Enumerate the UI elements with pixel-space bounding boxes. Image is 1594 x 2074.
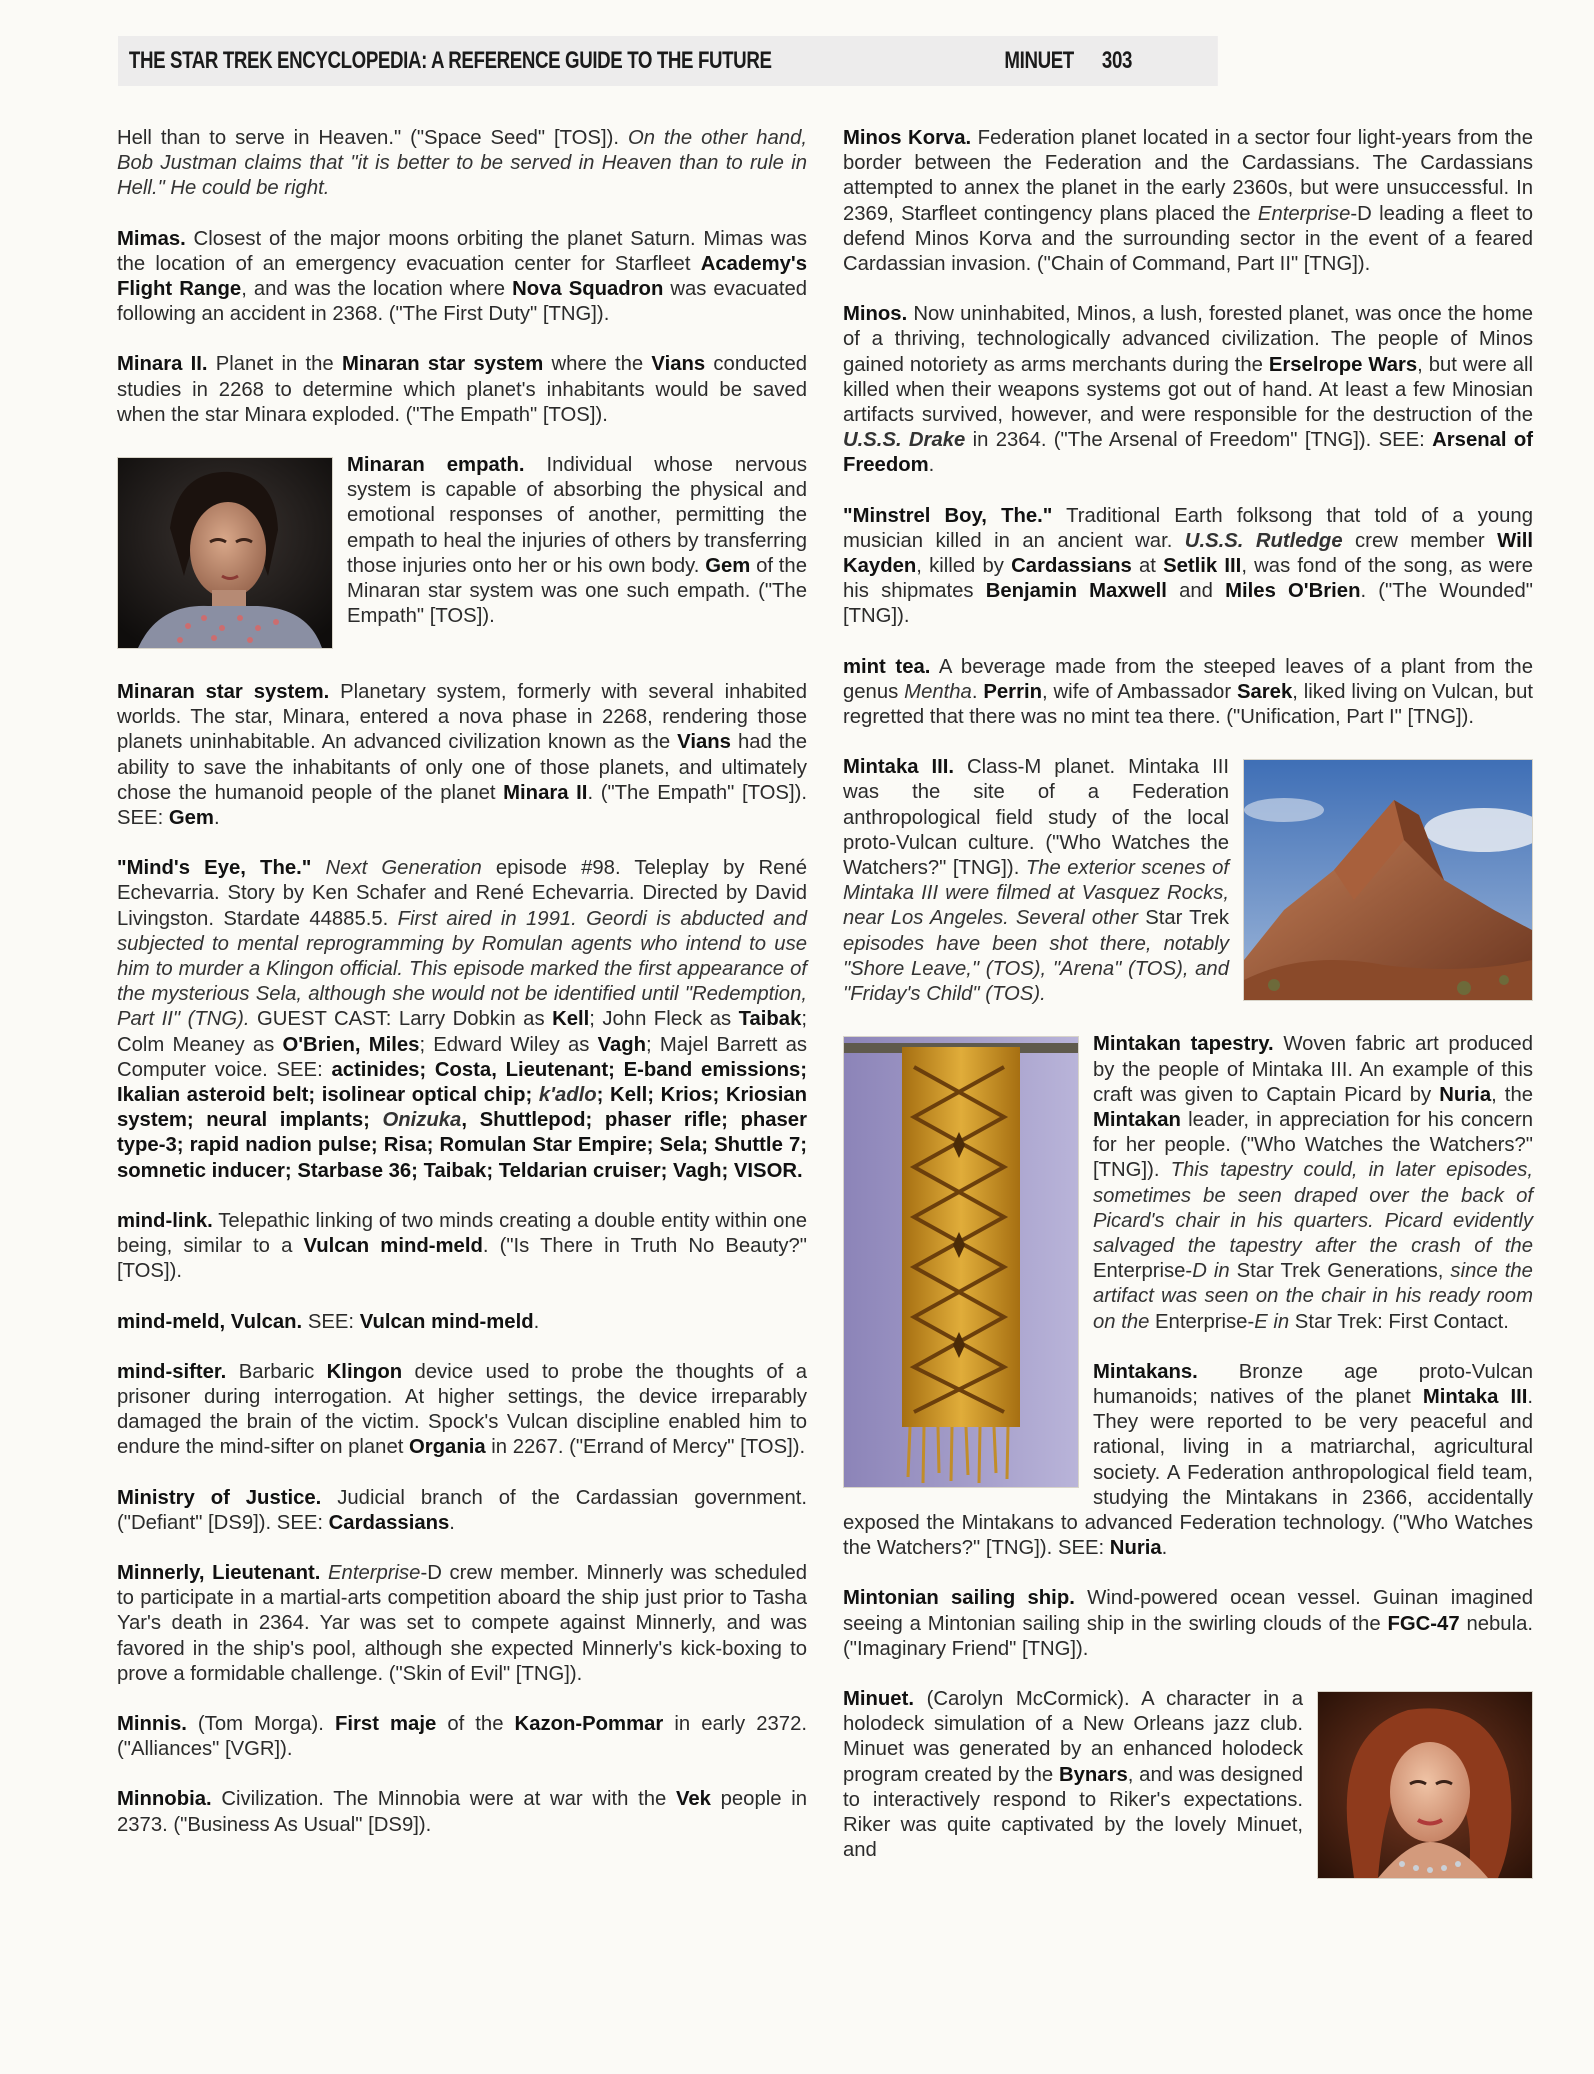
cross-reference: Arsenal of Freedom	[843, 429, 1533, 477]
entry-text: ; Colm Meaney as	[117, 1008, 807, 1056]
entry-text: Star Trek: First Contact.	[1289, 1310, 1509, 1333]
cross-reference: Nuria	[1109, 1537, 1162, 1560]
entry-headword: Minos.	[843, 303, 908, 326]
entry-text: Class-M planet. Mintaka III was the site of a Federation anthropological field study of the local proto-Vulcan culture. ("Who Watches the Watchers?" [TNG]).	[843, 756, 1230, 880]
cross-reference: Miles O'Brien	[1225, 580, 1361, 603]
entry-text: , liked living on Vulcan, but regretted that there was no mint tea there. ("Unification, Part I" [TNG]).	[843, 680, 1533, 729]
cross-reference: Cardassians	[1011, 555, 1132, 578]
entry-note: since the artifact was seen on the chair in his ready room on the	[1093, 1260, 1533, 1333]
entry-headword: mint tea.	[843, 655, 931, 678]
entry-text: had the ability to save the inhabitants of only one of those planets, and ultimately chose the humanoid people of the planet	[117, 731, 807, 804]
entry-text: -D leading a fleet to defend Minos Korva and the surrounding sector in the event of a feared Cardassian invasion. ("Chain of Command, Part II" [TNG]).	[843, 202, 1533, 276]
cross-reference: Cardassians	[328, 1511, 450, 1534]
entry-headword: "Mind's Eye, The."	[117, 857, 312, 880]
entry-text: of the	[436, 1712, 515, 1735]
entry-text: ; Edward Wiley as	[419, 1033, 598, 1056]
entry-minnerly	[117, 1561, 807, 1687]
entry-text: (Tom Morga).	[186, 1712, 335, 1735]
minuet-photo	[1317, 1691, 1533, 1879]
entry-mimas	[117, 227, 807, 328]
entry-text: crew member	[1342, 529, 1498, 552]
entry-headword: Mintaka III.	[843, 756, 955, 779]
entry-headword: Mintonian sailing ship.	[843, 1587, 1075, 1610]
entry-text: Planet in the	[207, 353, 342, 376]
mintakan-tapestry-photo	[843, 1036, 1079, 1488]
cross-reference: Klingon	[326, 1360, 403, 1383]
entry-minaran-empath	[117, 453, 807, 655]
entry-headword: Minuet.	[843, 1687, 914, 1710]
entry-text: Civilization. The Minnobia were at war with the	[211, 1788, 676, 1811]
entry-headword: Ministry of Justice.	[117, 1486, 322, 1509]
entry-minos-korva	[843, 126, 1533, 277]
entry-text: , but were all killed when their weapons systems got out of hand. At least a few Minosian artifacts survived, however, and were responsible for the destruction of the	[843, 353, 1533, 427]
entry-text: Hell than to serve in Heaven." ("Space Seed" [TOS]).	[117, 127, 628, 149]
entry-note: E in	[1254, 1310, 1290, 1333]
cross-reference: Kazon-Pommar	[514, 1712, 664, 1735]
entry-text: in 2364. ("The Arsenal of Freedom" [TNG]). SEE:	[965, 429, 1433, 452]
entry-text: -D crew member. Minnerly was scheduled to participate in a martial-arts competition aboard the ship just prior to Tasha Yar's death in 2364. Yar was set to compete against Minnerly, and was favored in the ship's pool, although she expected Minnerly's kick-boxing to prove a formidable challenge. ("Skin of Evil" [TNG]).	[117, 1561, 808, 1685]
entry-text: , wife of Ambassador	[1042, 680, 1237, 703]
entry-text: in 2267. ("Errand of Mercy" [TOS]).	[485, 1436, 806, 1459]
cross-reference: Sarek	[1236, 680, 1293, 703]
vasquez-rocks-photo	[1243, 759, 1533, 1001]
entry-mintaka-iii	[843, 755, 1533, 1007]
cross-reference: Kell	[552, 1008, 590, 1031]
entry-text: Federation planet located in a sector four light-years from the border between the Federation and the Cardassians. The Cardassians attempted to annex the planet in the early 2360s, but were unsuccessful. In 2369, Starfleet contingency plans placed the	[843, 127, 1533, 225]
entry-note: First aired in 1991. Geordi is abducted and subjected to mental reprogramming by Romulan agents who intend to use him to murder a Klingon official. This episode marked the first appearance of the mysterious Sela, although she would not be identified until "Redemption, Part II" (TNG).	[117, 907, 807, 1031]
entry-text: .	[449, 1511, 455, 1534]
entry-text: in early 2372. ("Alliances" [VGR]).	[117, 1712, 807, 1761]
cross-reference: Vulcan mind-meld	[359, 1310, 534, 1333]
entry-minds-eye	[117, 856, 807, 1184]
entry-text: . ("Is There in Truth No Beauty?" [TOS]).	[117, 1235, 807, 1283]
entry-headword: mind-meld, Vulcan.	[117, 1310, 303, 1333]
cross-reference: Minara II	[503, 781, 588, 804]
entry-text: Barbaric	[226, 1360, 327, 1383]
page-header	[118, 36, 1218, 86]
entry-headword: Minnerly, Lieutenant.	[117, 1561, 321, 1584]
cross-reference: First maje	[335, 1712, 437, 1735]
entry-minnobia	[117, 1787, 807, 1837]
cross-reference: Erselrope Wars	[1268, 353, 1418, 376]
cross-reference: , Shuttlepod; phaser rifle; phaser type-3; rapid nadion pulse; Risa; Romulan Star Empire; Sela; Shuttle 7; somnetic inducer; Starbase 36; Taibak; Teldarian cruiser; Vagh; VISOR.	[117, 1109, 807, 1182]
entry-mintakan-tapestry	[843, 1032, 1533, 1561]
cross-reference: k'adlo	[532, 1084, 597, 1107]
entry-text: Woven fabric art produced by the people of Mintaka III. An example of this craft was given to Captain Picard by	[1093, 1033, 1533, 1106]
entry-mintonian-sailing-ship	[843, 1586, 1533, 1662]
entry-text: and	[1166, 580, 1226, 603]
entry-note: On the other hand, Bob Justman claims that "it is better to be served in Heaven than to rule in Hell." He could be right.	[117, 127, 807, 200]
page-number: 303	[1101, 47, 1132, 74]
entry-text: where the	[543, 353, 652, 376]
entry-headword: Minos Korva.	[843, 127, 972, 149]
entry-text: Enterprise-	[1093, 1260, 1193, 1283]
entry-headword: Minaran star system.	[117, 681, 330, 704]
cross-reference: Taibak	[738, 1008, 802, 1031]
entry-text: , and was designed to interactively respond to Riker's expectations. Riker was quite captivated by the lovely Minuet, and	[843, 1763, 1303, 1862]
entry-minos	[843, 302, 1533, 478]
entry-note: This tapestry could, in later episodes, sometimes be seen draped over the back of Picard's chair in his quarters. Picard evidently salvaged the tapestry after the crash of the	[1093, 1159, 1533, 1257]
left-column	[117, 126, 807, 1863]
entry-text: Traditional Earth folksong that told of a young musician killed in an ancient war.	[843, 504, 1533, 552]
cross-reference: Setlik III	[1163, 555, 1242, 578]
entry-text: , killed by	[916, 555, 1012, 578]
entry-text: nebula. ("Imaginary Friend" [TNG]).	[843, 1612, 1533, 1660]
entry-note: Enterprise	[1257, 202, 1351, 225]
entry-text: Judicial branch of the Cardassian government. ("Defiant" [DS9]). SEE:	[117, 1486, 808, 1534]
right-column	[843, 126, 1533, 1888]
cross-reference: U.S.S. Rutledge	[1184, 529, 1343, 552]
entry-headword: Mintakans.	[1093, 1360, 1198, 1383]
entry-text: episode #98. Teleplay by René Echevarria. Story by Ken Schafer and René Echevarria. Directed by David Livingston. Stardate 44885.5.	[117, 857, 808, 930]
entry-minaran-star-system	[117, 680, 807, 831]
cross-reference: Vulcan mind-meld	[303, 1235, 483, 1258]
cross-reference: Vians	[651, 353, 706, 376]
cross-reference: Onizuka	[369, 1109, 462, 1132]
entry-headword: mind-sifter.	[117, 1360, 227, 1383]
entry-mind-link	[117, 1209, 807, 1285]
entry-text: SEE:	[302, 1310, 360, 1333]
entry-note: Next Generation	[311, 857, 482, 880]
entry-text: conducted studies in 2268 to determine which planet's inhabitants would be saved when the star Minara exploded. ("The Empath" [TOS]).	[117, 353, 807, 426]
entry-text: GUEST CAST: Larry Dobkin as	[249, 1008, 553, 1031]
cross-reference: Nova Squadron	[512, 278, 664, 301]
entry-ministry-of-justice	[117, 1486, 807, 1536]
entry-text: . ("The Wounded" [TNG]).	[843, 580, 1533, 628]
entry-text: , and was the location where	[241, 278, 513, 301]
cross-reference: Benjamin Maxwell	[985, 580, 1167, 603]
entry-note: Mentha	[904, 680, 972, 703]
cross-reference: Perrin	[983, 680, 1042, 703]
entry-headword: Minara II.	[117, 353, 208, 376]
entry-text: Closest of the major moons orbiting the planet Saturn. Mimas was the location of an emergency evacuation center for Starfleet	[117, 227, 807, 275]
entry-text: .	[213, 807, 220, 830]
entry-text: Star Trek Generations,	[1229, 1260, 1451, 1283]
entry-text: device used to probe the thoughts of a prisoner during interrogation. At higher settings, the device irreparably damaged the brain of the victim. Spock's Vulcan discipline enabled him to endure the mind-sifter on planet	[117, 1360, 807, 1459]
entry-text: ; Majel Barrett as Computer voice. SEE:	[117, 1033, 807, 1081]
cross-reference: O'Brien, Miles	[282, 1033, 420, 1056]
entry-text: . ("The Empath" [TOS]). SEE:	[117, 781, 807, 830]
cross-reference: Will Kayden	[843, 529, 1533, 578]
cross-reference: ; Kell; Krios; Kriosian system; neural implants;	[117, 1084, 807, 1132]
cross-reference: Academy's Flight Range	[117, 252, 807, 301]
cross-reference: Mintakan	[1093, 1108, 1181, 1131]
cross-reference: Gem	[168, 807, 214, 830]
entry-text: , was fond of the song, as were his shipmates	[843, 555, 1533, 603]
entry-text: Enterprise-	[1149, 1310, 1255, 1333]
entry-text: ; John Fleck as	[589, 1008, 739, 1031]
cross-reference: Vek	[675, 1788, 711, 1811]
cross-reference: FGC-47	[1387, 1612, 1460, 1635]
entry-text: Individual whose nervous system is capable of absorbing the physical and emotional responses of another, permitting the empath to heal the injuries of others by transferring those injuries onto her or his own body.	[347, 454, 808, 577]
entry-text: A beverage made from the steeped leaves of a plant from the genus	[843, 655, 1533, 703]
entry-text: of the Minaran star system was one such empath. ("The Empath" [TOS]).	[347, 554, 807, 628]
entry-text: .	[928, 454, 935, 477]
cross-reference: Gem	[705, 554, 751, 577]
entry-headword: "Minstrel Boy, The."	[843, 504, 1053, 527]
entry-space-seed-cont	[117, 126, 807, 202]
entry-minara-ii	[117, 352, 807, 428]
entry-text: at	[1131, 555, 1164, 578]
entry-text: Star Trek	[1138, 907, 1229, 930]
entry-headword: Mintakan tapestry.	[1093, 1033, 1274, 1056]
entry-text: Telepathic linking of two minds creating a double entity within one being, similar to a	[117, 1209, 807, 1258]
running-head: MINUET	[1004, 47, 1074, 74]
cross-reference: Organia	[409, 1436, 486, 1459]
entry-text: people in 2373. ("Business As Usual" [DS9]).	[117, 1788, 807, 1836]
book-title: THE STAR TREK ENCYCLOPEDIA: A REFERENCE GUIDE TO THE FUTURE	[128, 47, 772, 74]
entry-text: .	[1161, 1537, 1168, 1560]
entry-minnis	[117, 1712, 807, 1762]
entry-headword: Mimas.	[117, 227, 186, 250]
entry-mind-sifter	[117, 1360, 807, 1461]
entry-text: Planetary system, formerly with several inhabited worlds. The star, Minara, entered a nova phase in 2268, rendering those planets uninhabitable. An advanced civilization known as the	[117, 681, 807, 754]
cross-reference: Bynars	[1058, 1763, 1128, 1786]
entry-headword: Minaran empath.	[347, 454, 525, 477]
entry-note: The exterior scenes of Mintaka III were filmed at Vasquez Rocks, near Los Angeles. Several other	[843, 857, 1229, 930]
cross-reference: Vagh	[597, 1033, 647, 1056]
cross-reference: U.S.S. Drake	[843, 429, 966, 452]
entry-headword: Minnis.	[117, 1712, 187, 1735]
entry-headword: mind-link.	[117, 1209, 213, 1232]
entry-text: Bronze age proto-Vulcan humanoids; natives of the planet	[1093, 1360, 1533, 1408]
cross-reference: Mintaka III	[1422, 1385, 1528, 1408]
entry-minstrel-boy	[843, 504, 1533, 630]
entry-text: . They were reported to be very peaceful and rational, living in a matriarchal, agricultural society. A Federation anthropological field team, studying the Mintakans in 2366, accidentally exposed the Mintakans to advanced Federation technology. ("Who Watches the Watchers?" [TNG]). SEE:	[843, 1385, 1533, 1560]
entry-text: (Carolyn McCormick). A character in a holodeck simulation of a New Orleans jazz club. Minuet was generated by an enhanced holodeck program created by the	[843, 1687, 1303, 1786]
cross-reference: Minaran star system	[341, 353, 544, 376]
entry-headword: Minnobia.	[117, 1788, 212, 1811]
entry-text: was evacuated following an accident in 2368. ("The First Duty" [TNG]).	[117, 278, 808, 326]
entry-mind-meld	[117, 1310, 807, 1335]
entry-text: .	[533, 1310, 540, 1333]
entry-text: leader, in appreciation for his concern for her people. ("Who Watches the Watchers?" [TNG]).	[1093, 1108, 1533, 1182]
cross-reference: actinides; Costa, Lieutenant; E-band emissions; Ikalian asteroid belt; isolinear optical chip;	[117, 1058, 807, 1107]
entry-text: , the	[1491, 1083, 1533, 1106]
entry-note: episodes have been shot there, notably "Shore Leave," (TOS), "Arena" (TOS), and "Friday's Child" (TOS).	[843, 932, 1229, 1006]
entry-note: Enterprise	[320, 1561, 421, 1584]
cross-reference: Nuria	[1439, 1083, 1492, 1106]
cross-reference: Vians	[677, 731, 731, 754]
entry-minuet	[843, 1687, 1533, 1863]
entry-text: Now uninhabited, Minos, a lush, forested planet, was once the home of a thriving, technologically advanced civilization. The people of Minos gained notoriety as arms merchants during the	[843, 303, 1533, 376]
entry-text: .	[971, 680, 984, 703]
minaran-empath-photo	[117, 457, 333, 649]
entry-mint-tea	[843, 655, 1533, 731]
entry-note: D in	[1192, 1260, 1230, 1283]
entry-text: Wind-powered ocean vessel. Guinan imagined seeing a Mintonian sailing ship in the swirling clouds of the	[843, 1587, 1533, 1635]
